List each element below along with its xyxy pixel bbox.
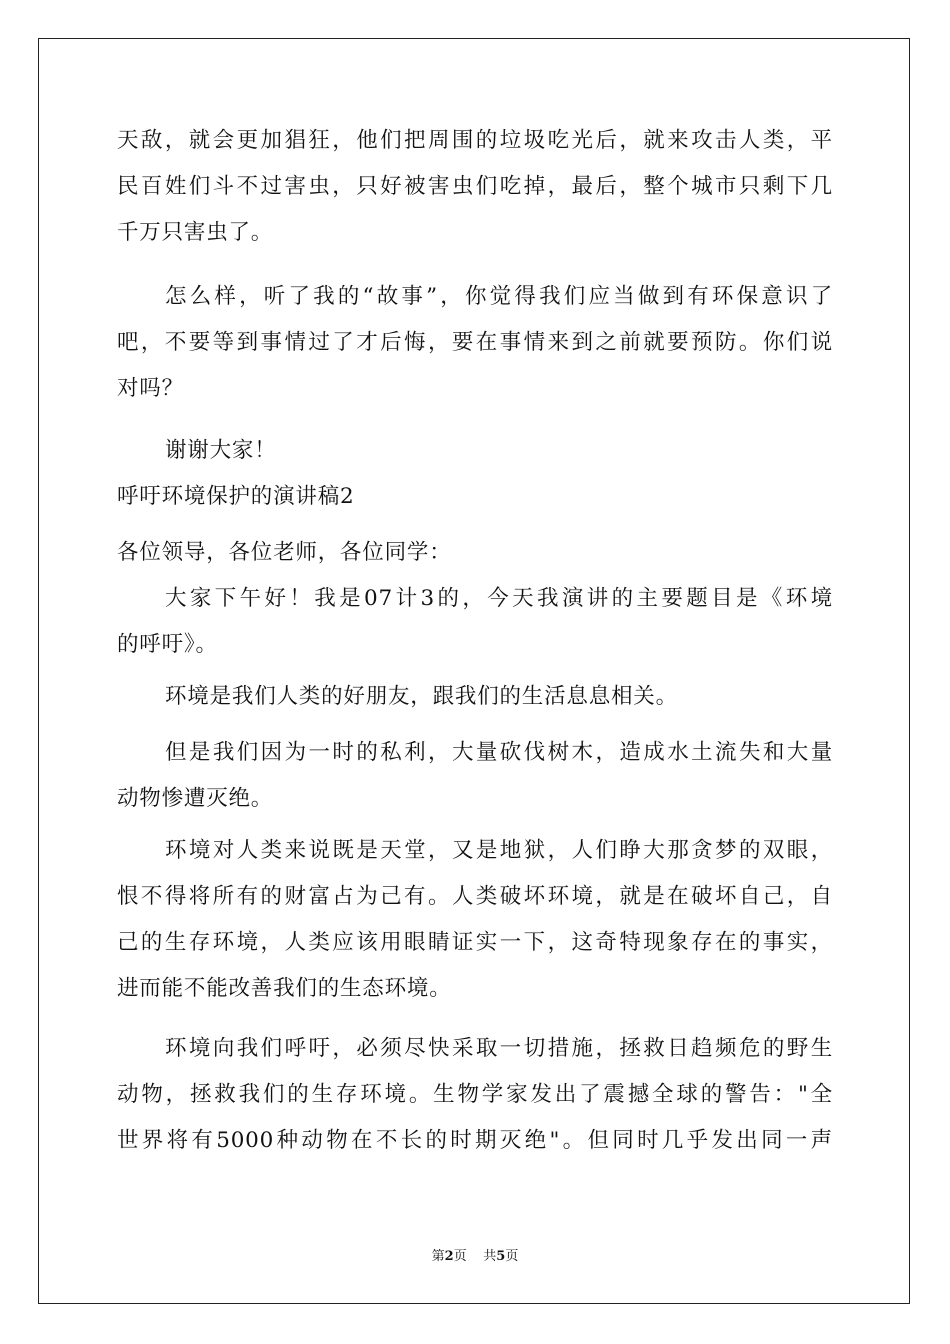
footer-total-pages: 5: [496, 1249, 506, 1264]
text-line: 动物惨遭灭绝。: [117, 786, 274, 811]
paragraph-first-line: 怎么样，听了我的“故事”，你觉得我们应当做到有环保意识了: [165, 284, 833, 309]
text-line: 世界将有5000种动物在不长的时期灭绝"。但同时几乎发出同一声: [117, 1128, 833, 1153]
paragraph-first-line: 环境是我们人类的好朋友，跟我们的生活息息相关。: [165, 684, 678, 709]
paragraph-first-line: 大家下午好！我是07计3的，今天我演讲的主要题目是《环境: [165, 586, 833, 611]
text-line: 恨不得将所有的财富占为己有。人类破坏环境，就是在破坏自己，自: [117, 884, 833, 909]
salutation: 各位领导，各位老师，各位同学：: [117, 540, 452, 565]
text-line: 对吗？: [117, 376, 184, 401]
text-line: 民百姓们斗不过害虫，只好被害虫们吃掉，最后，整个城市只剩下几: [117, 174, 833, 199]
section-title: 呼吁环境保护的演讲稿2: [117, 484, 355, 509]
paragraph-first-line: 环境向我们呼吁，必须尽快采取一切措施，拯救日趋频危的野生: [165, 1036, 833, 1061]
text-line: 吧，不要等到事情过了才后悔，要在事情来到之前就要预防。你们说: [117, 330, 833, 355]
paragraph-first-line: 环境对人类来说既是天堂，又是地狱，人们睁大那贪梦的双眼，: [165, 838, 833, 863]
footer-total-suffix: 页: [505, 1249, 519, 1264]
footer-total-prefix: 共: [483, 1249, 497, 1264]
footer-page-suffix: 页: [453, 1249, 467, 1264]
paragraph-first-line: 谢谢大家！: [165, 438, 277, 463]
footer-page-number: 2: [444, 1249, 454, 1264]
page-footer: [0, 1248, 950, 1266]
footer-page-prefix: 第: [431, 1249, 445, 1264]
text-line: 天敌，就会更加猖狂，他们把周围的垃圾吃光后，就来攻击人类，平: [117, 128, 833, 153]
text-line: 的呼吁》。: [117, 632, 218, 657]
text-line: 己的生存环境，人类应该用眼睛证实一下，这奇特现象存在的事实，: [117, 930, 833, 955]
text-line: 进而能不能改善我们的生态环境。: [117, 976, 452, 1001]
text-line: 动物，拯救我们的生存环境。生物学家发出了震撼全球的警告："全: [117, 1082, 833, 1107]
paragraph-first-line: 但是我们因为一时的私利，大量砍伐树木，造成水土流失和大量: [165, 740, 833, 765]
text-line: 千万只害虫了。: [117, 220, 274, 245]
